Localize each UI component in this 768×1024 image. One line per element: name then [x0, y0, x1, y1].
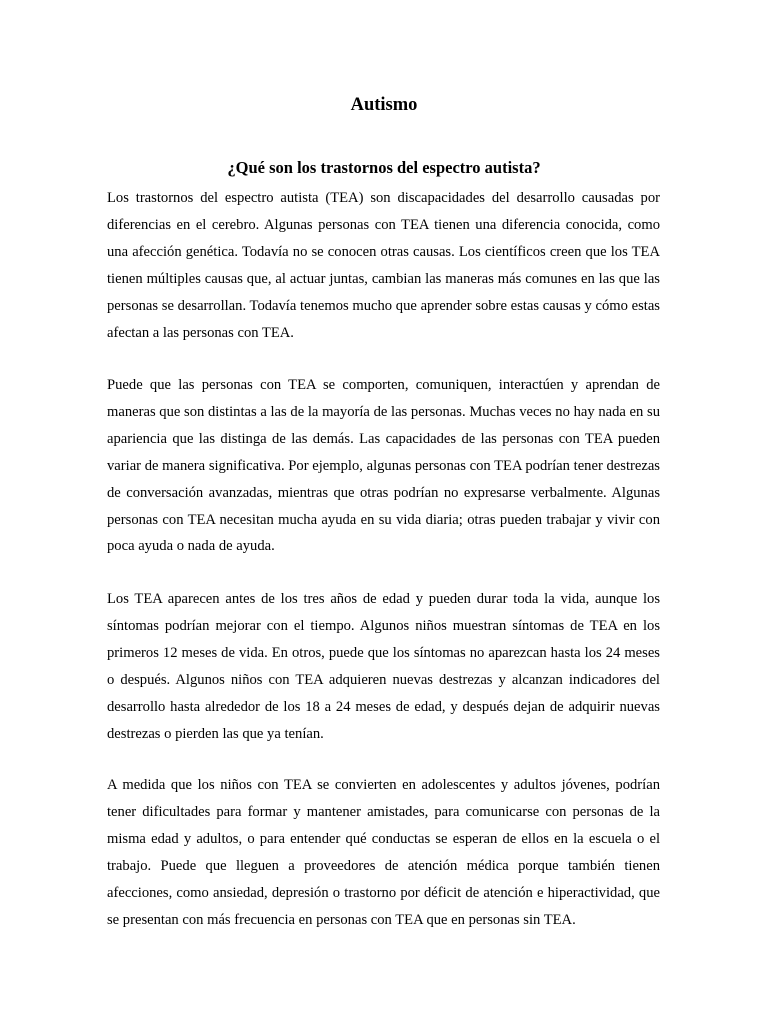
section-heading: ¿Qué son los trastornos del espectro autista?: [227, 158, 541, 177]
body-paragraph-3: Los TEA aparecen antes de los tres años de edad y pueden durar toda la vida, aunque los síntomas podrían mejorar con el tiempo. Algunos niños muestran síntomas de TEA en los primeros 12 meses de vida. En otros, puede que los síntomas no aparezcan hasta los 24 meses o después. Algunos niños con TEA adquieren nuevas destrezas y alcanzan indicadores del desarrollo hasta alrededor de los 18 a 24 meses de edad, y después dejan de adquirir nuevas destrezas o pierden las que ya tenían.: [107, 591, 660, 742]
body-paragraph-4: A medida que los niños con TEA se convierten en adolescentes y adultos jóvenes, podrían tener dificultades para formar y mantener amistades, para comunicarse con personas de la misma edad y adultos, o para entender qué conductas se esperan de ellos en la escuela o el trabajo. Puede que lleguen a proveedores de atención médica porque también tienen afecciones, como ansiedad, depresión o trastorno por déficit de atención e hiperactividad, que se presentan con más frecuencia en personas con TEA que en personas sin TEA.: [107, 777, 660, 928]
body-paragraph-2: Puede que las personas con TEA se comporten, comuniquen, interactúen y aprendan de maneras que son distintas a las de la mayoría de las personas. Muchas veces no hay nada en su apariencia que las distinga de las demás. Las capacidades de las personas con TEA pueden variar de manera significativa. Por ejemplo, algunas personas con TEA podrían tener destrezas de conversación avanzadas, mientras que otras podrían no expresarse verbalmente. Algunas personas con TEA necesitan mucha ayuda en su vida diaria; otras pueden trabajar y vivir con poca ayuda o nada de ayuda.: [107, 377, 660, 555]
document-title: Autismo: [350, 95, 418, 115]
body-paragraph-1: Los trastornos del espectro autista (TEA) son discapacidades del desarrollo causadas por diferencias en el cerebro. Algunas personas con TEA tienen una diferencia conocida, como una afección genética. Todavía no se conocen otras causas. Los científicos creen que los TEA tienen múltiples causas que, al actuar juntas, cambian las maneras más comunes en las que las personas se desarrollan. Todavía tenemos mucho que aprender sobre estas causas y cómo estas afectan a las personas con TEA.: [107, 190, 660, 341]
